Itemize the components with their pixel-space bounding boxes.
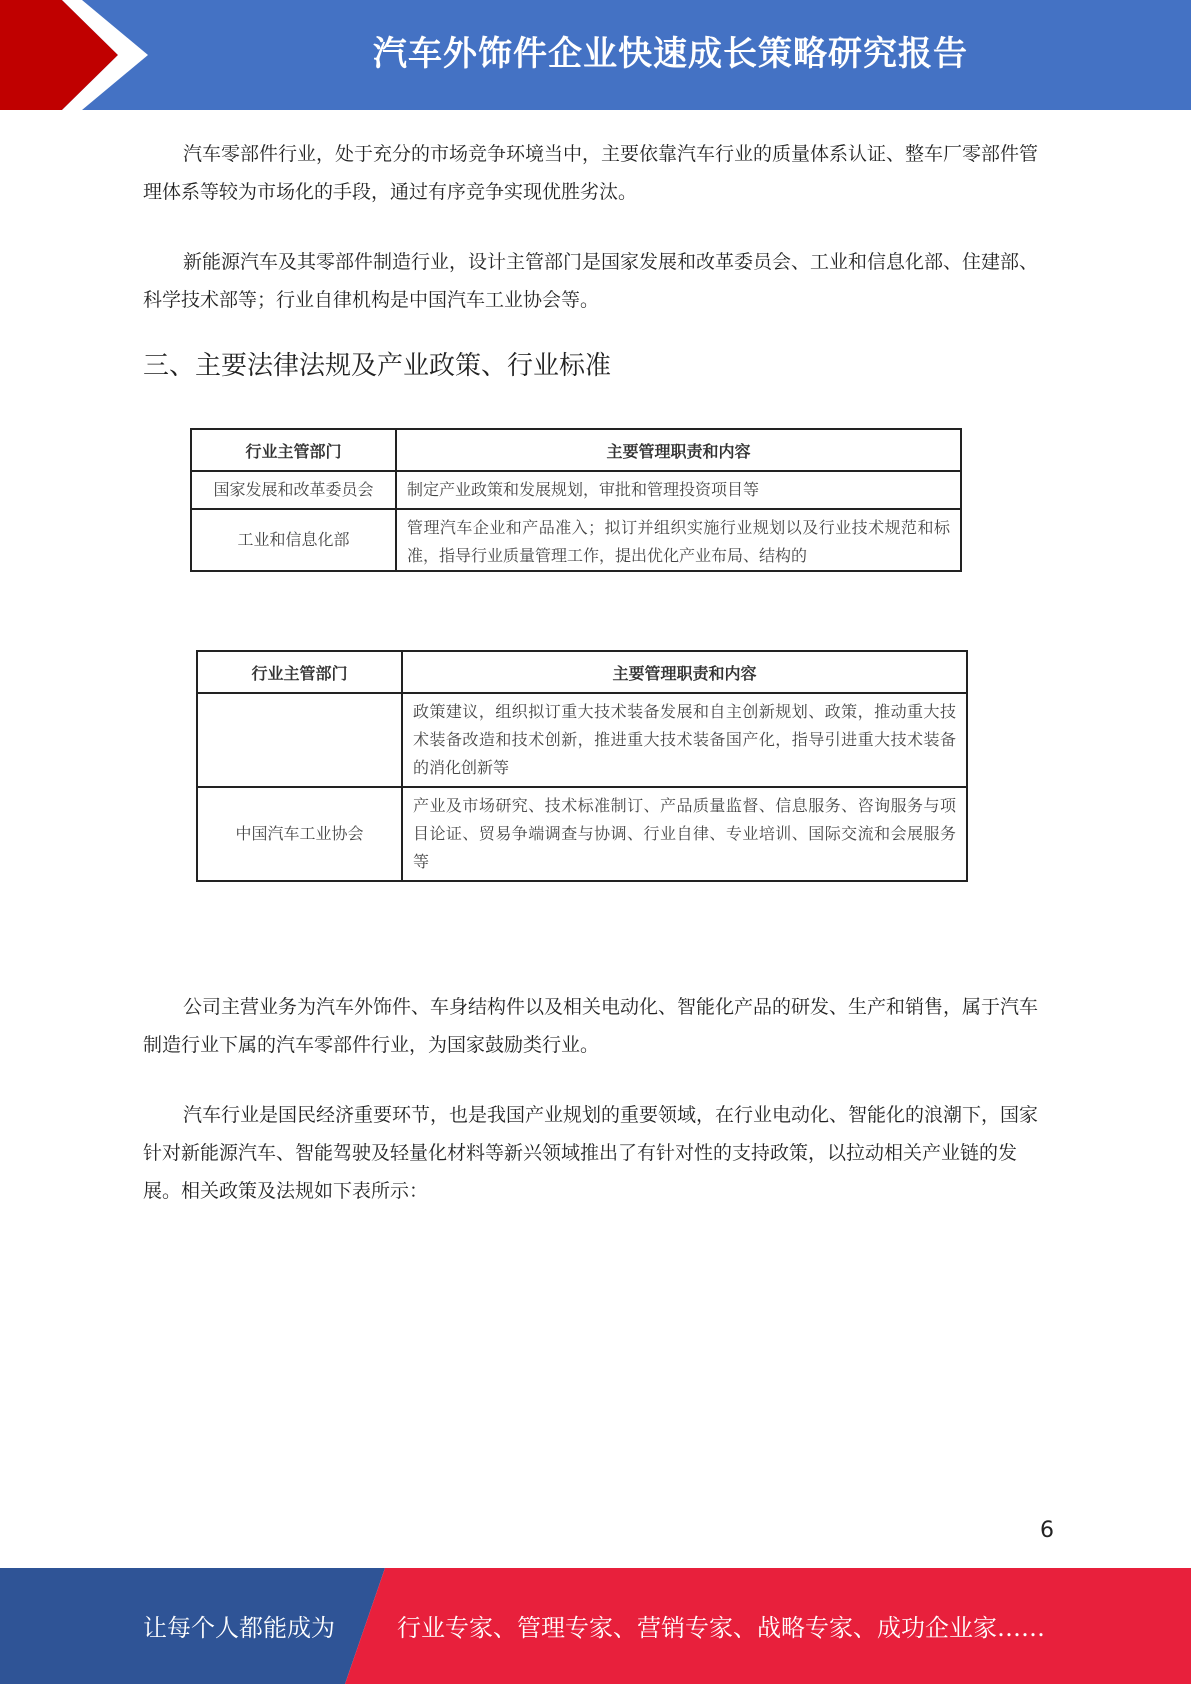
dept-cell: 国家发展和改革委员会 (191, 471, 396, 509)
dept-cell: 中国汽车工业协会 (197, 787, 402, 881)
duty-cell (396, 509, 961, 571)
header-banner (0, 0, 1191, 110)
duty-text: 管理汽车企业和产品准入；拟订并组织实施行业规划以及行业技术规范和标准，指导行业质量管理工作，提出优化产业布局、结构的 (407, 518, 950, 565)
section-heading: 三、主要法律法规及产业政策、行业标准 (143, 351, 612, 381)
regulator-table-1 (190, 428, 962, 572)
footer-slogan-right: 行业专家、管理专家、营销专家、战略专家、成功企业家…… (397, 1614, 1045, 1642)
body-paragraph: 汽车行业是国民经济重要环节，也是我国产业规划的重要领域，在行业电动化、智能化的浪潮下，国家针对新能源汽车、智能驾驶及轻量化材料等新兴领域推出了有针对性的支持政策，以拉动相关产业链的发展。相关政策及法规如下表所示： (143, 1104, 1039, 1202)
table-row (197, 693, 967, 787)
duty-cell: 产业及市场研究、技术标准制订、产品质量监督、信息服务、咨询服务与项目论证、贸易争端调查与协调、行业自律、专业培训、国际交流和会展服务等 (402, 787, 967, 881)
footer-banner (0, 1568, 1191, 1684)
column-header: 行业主管部门 (197, 651, 402, 693)
table-row (197, 787, 967, 881)
chevron-decoration-icon (0, 0, 160, 110)
page-number: 6 (1040, 1518, 1054, 1543)
table-row (191, 471, 961, 509)
duty-cell: 政策建议，组织拟订重大技术装备发展和自主创新规划、政策，推动重大技术装备改造和技术创新，推进重大技术装备国产化，指导引进重大技术装备的消化创新等 (402, 693, 967, 787)
body-paragraph: 汽车零部件行业，处于充分的市场竞争环境当中，主要依靠汽车行业的质量体系认证、整车厂零部件管理体系等较为市场化的手段，通过有序竞争实现优胜劣汰。 (143, 143, 1039, 203)
table-row (191, 509, 961, 571)
dept-cell: 工业和信息化部 (191, 509, 396, 571)
column-header: 主要管理职责和内容 (396, 429, 961, 471)
body-paragraph: 新能源汽车及其零部件制造行业，设计主管部门是国家发展和改革委员会、工业和信息化部、住建部、科学技术部等；行业自律机构是中国汽车工业协会等。 (143, 251, 1039, 311)
report-title: 汽车外饰件企业快速成长策略研究报告 (373, 34, 968, 74)
regulator-table-2 (196, 650, 968, 882)
body-paragraph: 公司主营业务为汽车外饰件、车身结构件以及相关电动化、智能化产品的研发、生产和销售，属于汽车制造行业下属的汽车零部件行业，为国家鼓励类行业。 (143, 996, 1039, 1056)
column-header: 主要管理职责和内容 (402, 651, 967, 693)
footer-slogan-left: 让每个人都能成为 (143, 1614, 335, 1642)
table-header-row (191, 429, 961, 471)
column-header: 行业主管部门 (191, 429, 396, 471)
duty-cell: 制定产业政策和发展规划，审批和管理投资项目等 (396, 471, 961, 509)
table-header-row (197, 651, 967, 693)
dept-cell (197, 693, 402, 787)
